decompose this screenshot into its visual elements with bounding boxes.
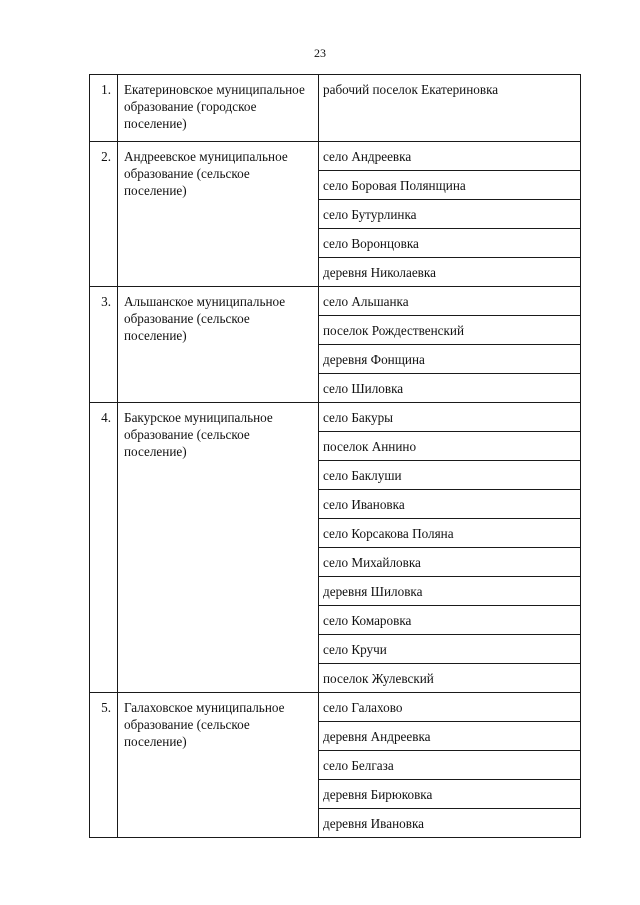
settlement-cell: деревня Шиловка	[319, 577, 581, 606]
settlement-cell: деревня Фонщина	[319, 345, 581, 374]
settlements-table	[89, 74, 581, 838]
settlement-cell: деревня Ивановка	[319, 809, 581, 838]
page-number: 23	[314, 46, 326, 60]
settlement-cell: село Бутурлинка	[319, 200, 581, 229]
table-row	[90, 142, 581, 171]
settlement-cell: поселок Аннино	[319, 432, 581, 461]
settlement-cell: село Кручи	[319, 635, 581, 664]
settlement-cell: село Белгаза	[319, 751, 581, 780]
settlement-cell: село Корсакова Поляна	[319, 519, 581, 548]
row-number: 5.	[90, 693, 118, 838]
settlement-cell: село Михайловка	[319, 548, 581, 577]
settlement-cell: село Боровая Полянщина	[319, 171, 581, 200]
table-row	[90, 403, 581, 432]
settlement-cell: поселок Жулевский	[319, 664, 581, 693]
settlement-cell: село Галахово	[319, 693, 581, 722]
municipality-name: Екатериновское муниципальное образование (городское поселение)	[118, 75, 319, 142]
municipality-name: Андреевское муниципальное образование (сельское поселение)	[118, 142, 319, 287]
settlement-cell: поселок Рождественский	[319, 316, 581, 345]
settlement-cell: село Комаровка	[319, 606, 581, 635]
municipality-name: Альшанское муниципальное образование (сельское поселение)	[118, 287, 319, 403]
settlement-cell: село Альшанка	[319, 287, 581, 316]
municipality-name: Бакурское муниципальное образование (сельское поселение)	[118, 403, 319, 693]
row-number: 2.	[90, 142, 118, 287]
settlement-cell: деревня Бирюковка	[319, 780, 581, 809]
table-row	[90, 75, 581, 142]
settlement-cell: деревня Николаевка	[319, 258, 581, 287]
row-number: 4.	[90, 403, 118, 693]
settlement-cell: село Андреевка	[319, 142, 581, 171]
settlement-cell: деревня Андреевка	[319, 722, 581, 751]
row-number: 1.	[90, 75, 118, 142]
municipality-name: Галаховское муниципальное образование (сельское поселение)	[118, 693, 319, 838]
settlement-cell: рабочий поселок Екатериновка	[319, 75, 581, 142]
settlement-cell: село Баклуши	[319, 461, 581, 490]
row-number: 3.	[90, 287, 118, 403]
settlement-cell: село Воронцовка	[319, 229, 581, 258]
settlement-cell: село Шиловка	[319, 374, 581, 403]
table-row	[90, 693, 581, 722]
settlement-cell: село Бакуры	[319, 403, 581, 432]
settlement-cell: село Ивановка	[319, 490, 581, 519]
table-row	[90, 287, 581, 316]
